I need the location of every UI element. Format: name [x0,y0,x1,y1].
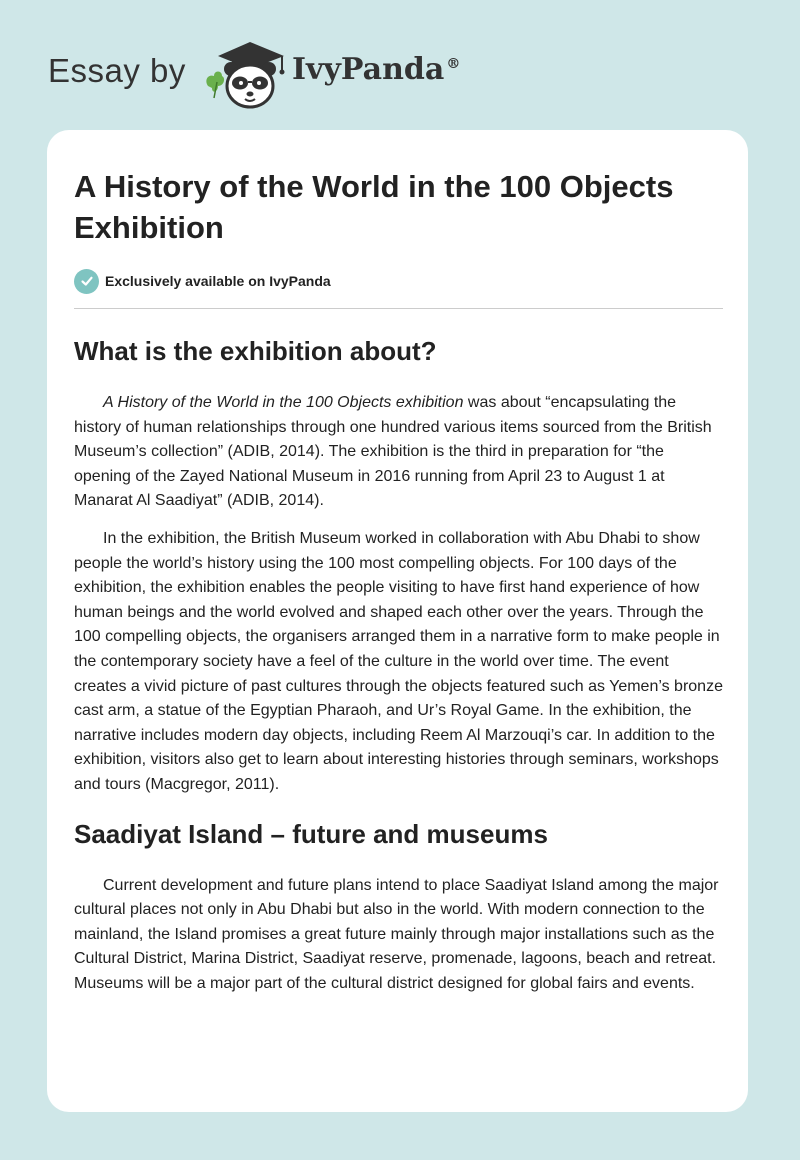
brand-prefix: Essay by [48,52,186,89]
panda-graduate-icon[interactable] [202,36,290,112]
article-content [74,130,724,996]
section-heading: Saadiyat Island – future and museums [74,818,548,849]
paragraph: A History of the World in the 100 Objects exhibition was about “encapsulating the history of human relationships through one hundred various items sourced from the British Museum’s collection” (ADIB, 2014). The exhibition is the third in preparation for “the opening of the Zayed National Museum in 2016 running from April 23 to August 1 at Manarat Al Saadiyat” (ADIB, 2014). [74,394,712,510]
page-title: A History of the World in the 100 Objects Exhibition [74,169,674,245]
brand-header [48,36,508,116]
divider [74,308,723,309]
exclusive-badge [74,268,724,294]
brand-name[interactable]: IvyPanda ® [292,52,461,87]
registered-mark: ® [446,56,461,72]
paragraph: In the exhibition, the British Museum worked in collaboration with Abu Dhabi to show people the world’s history using the 100 most compelling objects. For 100 days of the exhibition, the exhibition enables the people visiting to have first hand experience of how human beings and the world evolved and shaped each other over the years. Through the 100 compelling objects, the organisers arranged them in a narrative form to make people in the contemporary society have a feel of the culture in the world over time. The event creates a vivid picture of past cultures through the objects featured such as Yemen’s bronze cast arm, a statue of the Egyptian Pharaoh, and Ur’s Royal Game. In the exhibition, the narrative includes modern day objects, including Reem Al Marzouqi’s car. In addition to the exhibition, visitors also get to learn about interesting histories through seminars, workshops and tours (Macgregor, 2011). [74,529,723,793]
italic-title: A History of the World in the 100 Objects exhibition [103,394,464,411]
section-saadiyat [74,818,724,997]
check-circle-icon [74,269,99,294]
section-exhibition [74,335,724,798]
section-heading: What is the exhibition about? [74,336,437,366]
article-card [47,130,748,1112]
badge-label: Exclusively available on IvyPanda [105,273,331,289]
paragraph: Current development and future plans intend to place Saadiyat Island among the major cultural places not only in Abu Dhabi but also in the world. With modern connection to the mainland, the Island promises a great future mainly through major installations such as the Cultural District, Marina District, Saadiyat reserve, promenade, lagoons, beach and retreat. Museums will be a major part of the cultural district designed for global fairs and events. [74,876,719,992]
